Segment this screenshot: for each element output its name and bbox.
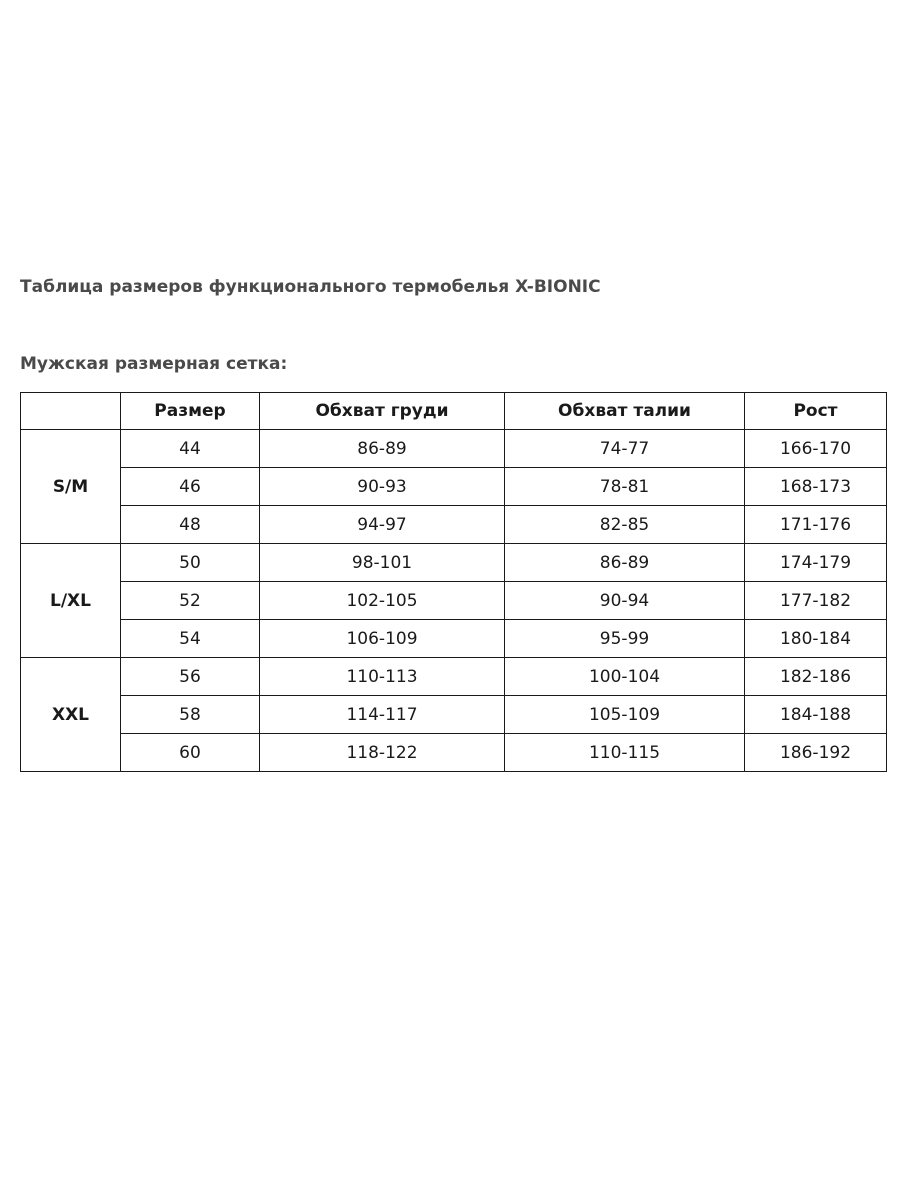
chest-cell: 102-105 [260, 582, 505, 620]
waist-cell: 105-109 [505, 696, 745, 734]
height-cell: 182-186 [745, 658, 887, 696]
header-waist: Обхват талии [505, 393, 745, 430]
header-chest: Обхват груди [260, 393, 505, 430]
waist-cell: 90-94 [505, 582, 745, 620]
size-cell: 50 [121, 544, 260, 582]
table-row [21, 430, 887, 468]
table-row [21, 582, 887, 620]
header-size: Размер [121, 393, 260, 430]
waist-cell: 74-77 [505, 430, 745, 468]
table-row [21, 468, 887, 506]
group-label: S/M [21, 430, 121, 544]
height-cell: 174-179 [745, 544, 887, 582]
waist-cell: 95-99 [505, 620, 745, 658]
height-cell: 168-173 [745, 468, 887, 506]
chest-cell: 90-93 [260, 468, 505, 506]
height-cell: 186-192 [745, 734, 887, 772]
table-row [21, 658, 887, 696]
chest-cell: 118-122 [260, 734, 505, 772]
size-table [20, 392, 887, 772]
table-row [21, 506, 887, 544]
header-group [21, 393, 121, 430]
chest-cell: 106-109 [260, 620, 505, 658]
table-row [21, 696, 887, 734]
height-cell: 177-182 [745, 582, 887, 620]
height-cell: 171-176 [745, 506, 887, 544]
table-row [21, 620, 887, 658]
table-header-row [21, 393, 887, 430]
chest-cell: 110-113 [260, 658, 505, 696]
chest-cell: 86-89 [260, 430, 505, 468]
chest-cell: 98-101 [260, 544, 505, 582]
size-cell: 46 [121, 468, 260, 506]
size-cell: 44 [121, 430, 260, 468]
section-subtitle: Мужская размерная сетка: [20, 354, 288, 374]
waist-cell: 110-115 [505, 734, 745, 772]
group-label: L/XL [21, 544, 121, 658]
waist-cell: 100-104 [505, 658, 745, 696]
height-cell: 184-188 [745, 696, 887, 734]
size-cell: 52 [121, 582, 260, 620]
size-cell: 60 [121, 734, 260, 772]
waist-cell: 86-89 [505, 544, 745, 582]
table-row [21, 734, 887, 772]
chest-cell: 94-97 [260, 506, 505, 544]
waist-cell: 82-85 [505, 506, 745, 544]
size-cell: 54 [121, 620, 260, 658]
header-height: Рост [745, 393, 887, 430]
chest-cell: 114-117 [260, 696, 505, 734]
size-cell: 48 [121, 506, 260, 544]
size-cell: 56 [121, 658, 260, 696]
height-cell: 166-170 [745, 430, 887, 468]
height-cell: 180-184 [745, 620, 887, 658]
waist-cell: 78-81 [505, 468, 745, 506]
table-row [21, 544, 887, 582]
size-cell: 58 [121, 696, 260, 734]
group-label: XXL [21, 658, 121, 772]
page-title: Таблица размеров функционального термобелья X-BIONIC [20, 277, 601, 297]
